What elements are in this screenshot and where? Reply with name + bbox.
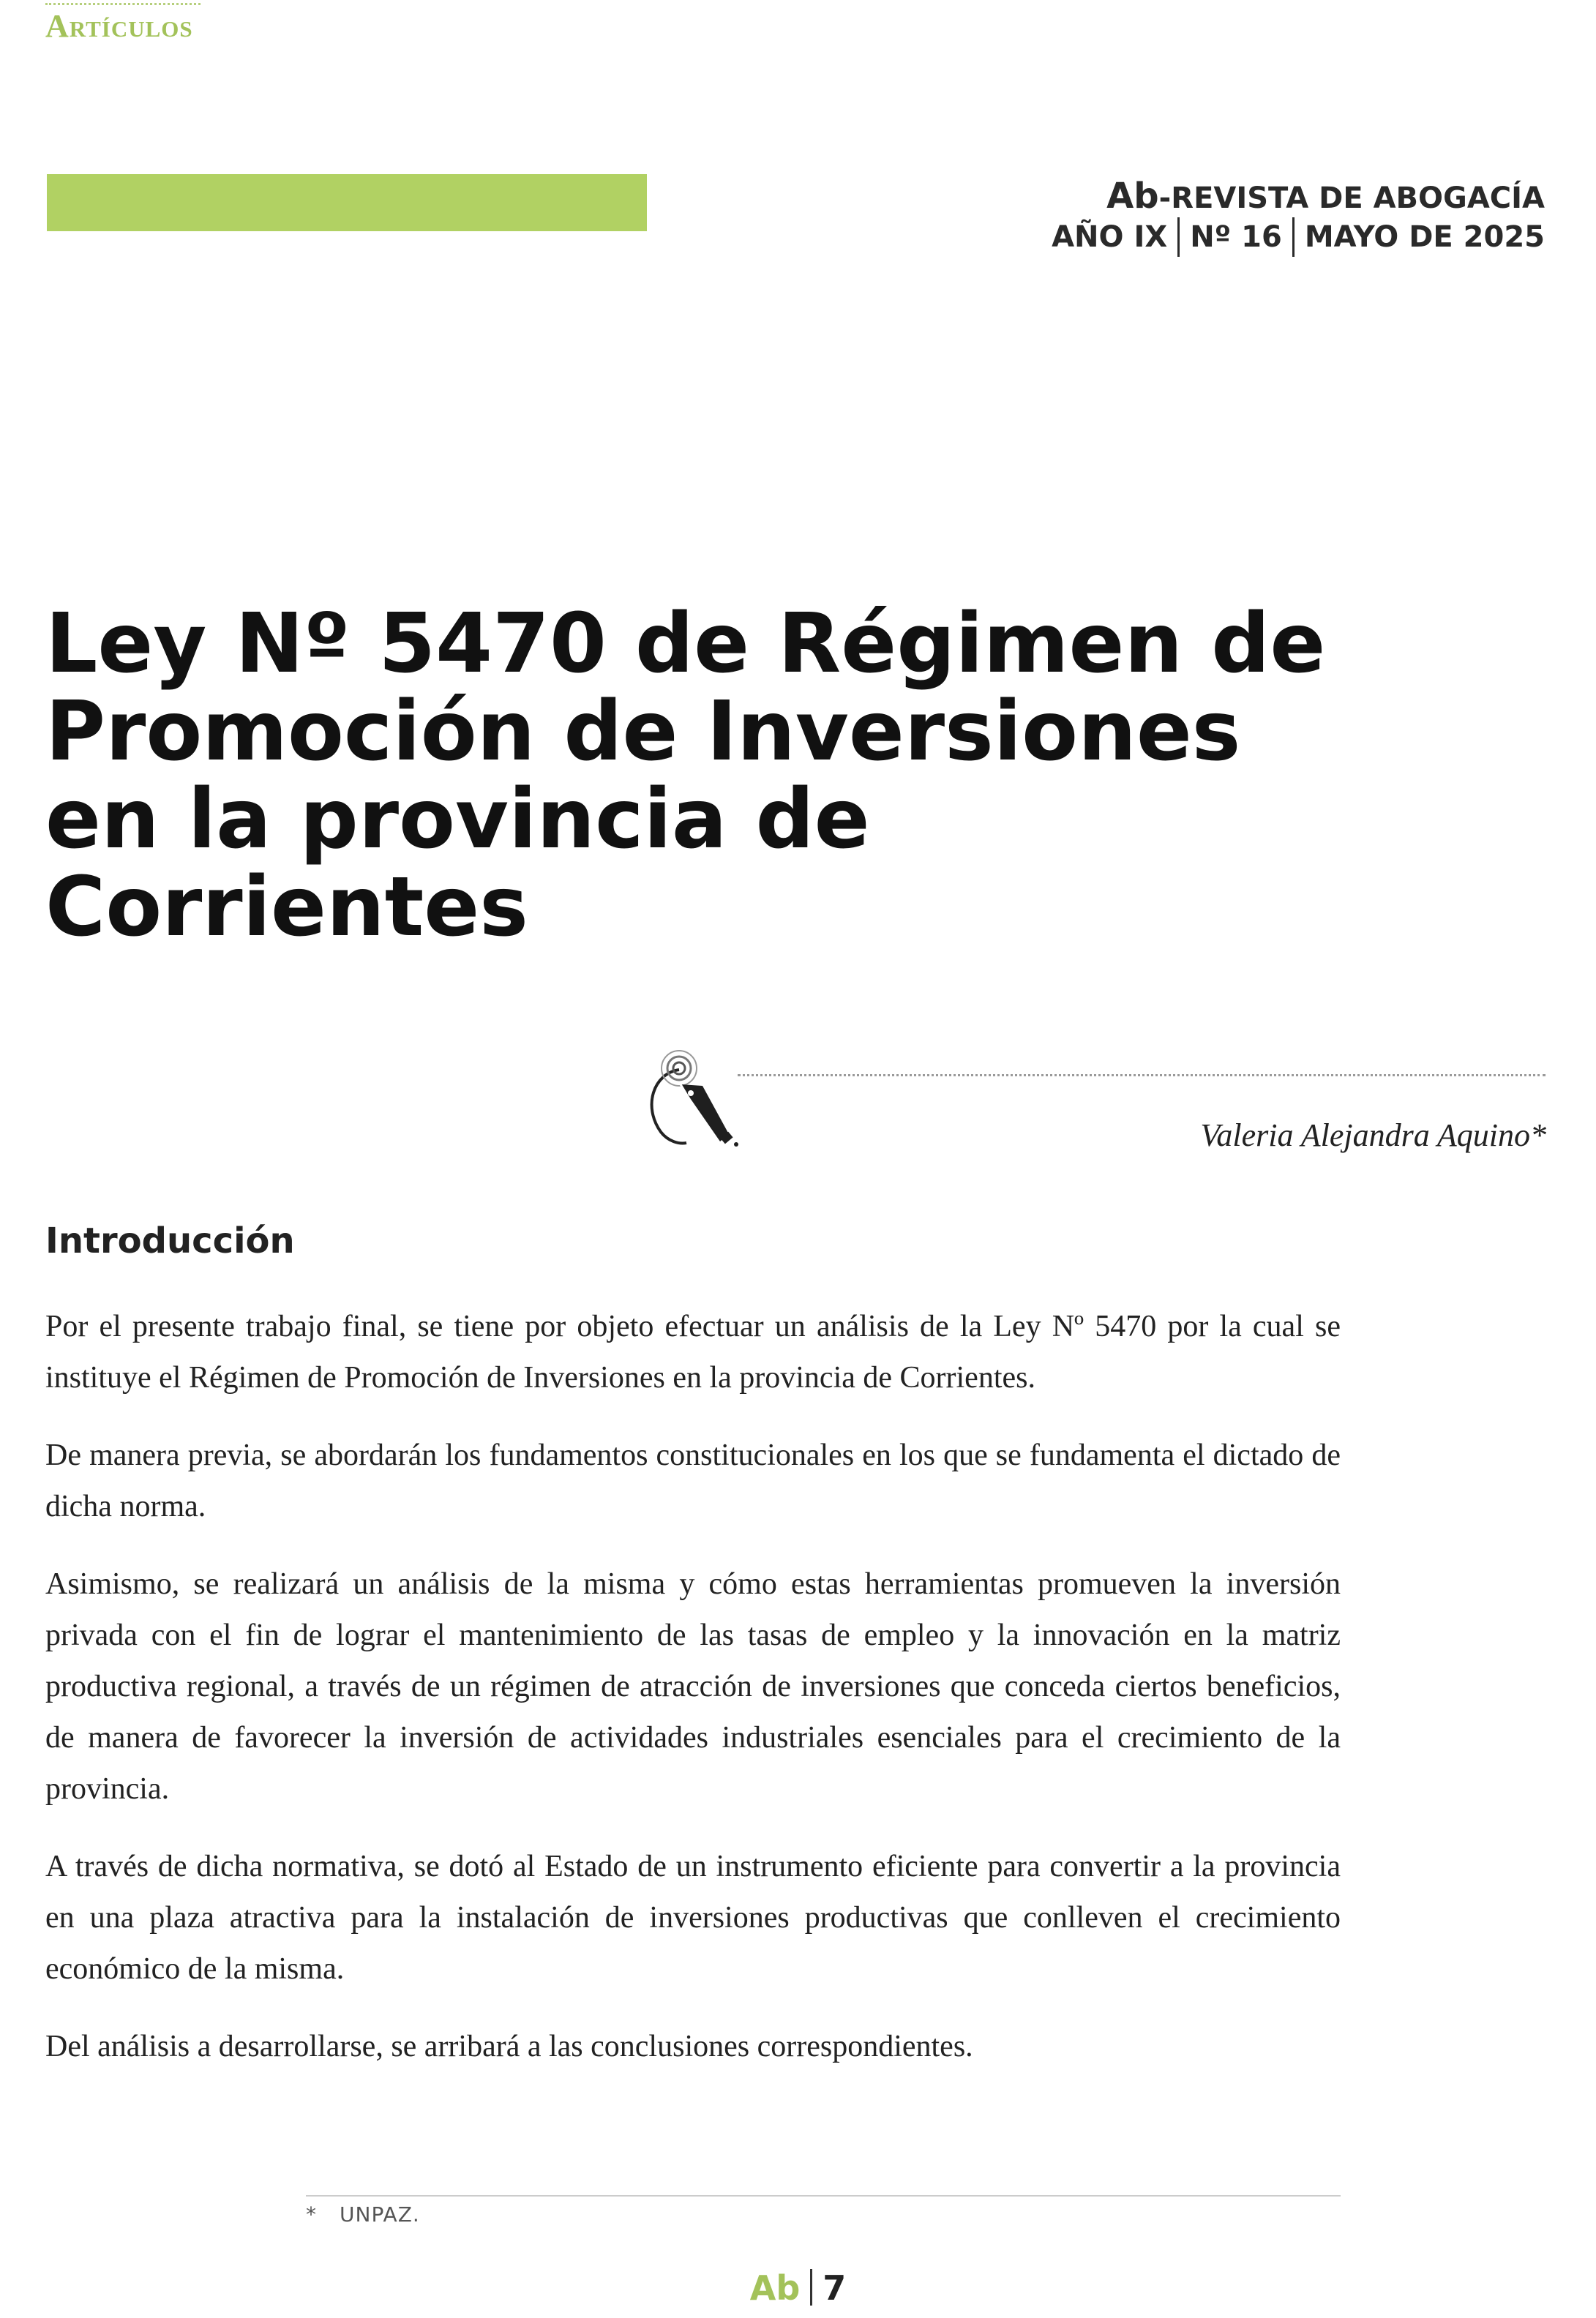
article-title <box>45 596 1363 955</box>
journal-issue: Nº 16 <box>1190 220 1282 254</box>
footnote-text: UNPAZ. <box>340 2202 420 2227</box>
journal-year: AÑO IX <box>1052 220 1168 254</box>
journal-abbreviation: Ab <box>1106 176 1159 217</box>
header-accent-bar <box>47 174 647 231</box>
paragraph: Asimismo, se realizará un análisis de la misma y cómo estas herramientas promueven la inversión privada con el fin de lograr el mantenimiento de las tasas de empleo y la innovación en la matriz productiva regional, a través de un régimen de atracción de inversiones que conceda ciertos beneficios, de manera de favorecer la inversión de actividades industriales esenciales para el crecimiento de la provincia. <box>45 1567 1341 1806</box>
divider <box>1292 217 1295 257</box>
footnote-rule <box>306 2195 1341 2197</box>
author-name: Valeria Alejandra Aquino* <box>1200 1117 1546 1153</box>
page-footer <box>0 2268 1596 2308</box>
divider <box>810 2269 812 2306</box>
footnote-mark: * <box>306 2202 317 2227</box>
journal-date: MAYO DE 2025 <box>1304 220 1545 254</box>
footer-journal-abbreviation: Ab <box>749 2268 801 2308</box>
paragraph: A través de dicha normativa, se dotó al Estado de un instrumento eficiente para convertir a la provincia en una plaza atractiva para la instalación de inversiones productivas que conlleven el crecimiento económico de la misma. <box>45 1850 1341 1986</box>
page-number: 7 <box>823 2268 847 2308</box>
journal-title <box>1052 177 1545 217</box>
footnote <box>306 2202 420 2227</box>
journal-name: -REVISTA DE ABOGACÍA <box>1158 181 1545 215</box>
journal-header <box>1052 177 1545 257</box>
journal-issue-info <box>1052 217 1545 257</box>
section-label: Artículos <box>45 8 193 44</box>
paragraph: Por el presente trabajo final, se tiene por objeto efectuar un análisis de la Ley Nº 5470 por la cual se instituye el Régimen de Promoción de Inversiones en la provincia de Corrientes. <box>45 1310 1341 1395</box>
section-label-rule <box>45 3 201 5</box>
paragraph: De manera previa, se abordarán los fundamentos constitucionales en los que se fundamenta el dictado de dicha norma. <box>45 1439 1341 1523</box>
author-rule <box>738 1074 1546 1076</box>
fountain-pen-icon <box>635 1048 745 1150</box>
divider <box>1177 217 1180 257</box>
article-title-line: Promoción de Inversiones <box>45 684 1241 779</box>
section-heading: Introducción <box>45 1220 295 1261</box>
article-body <box>45 1301 1341 2098</box>
paragraph: Del análisis a desarrollarse, se arribará a las conclusiones correspondientes. <box>45 2030 973 2063</box>
article-title-line: Ley Nº 5470 de Régimen de <box>45 596 1326 691</box>
article-title-line: en la provincia de Corrientes <box>45 772 870 955</box>
